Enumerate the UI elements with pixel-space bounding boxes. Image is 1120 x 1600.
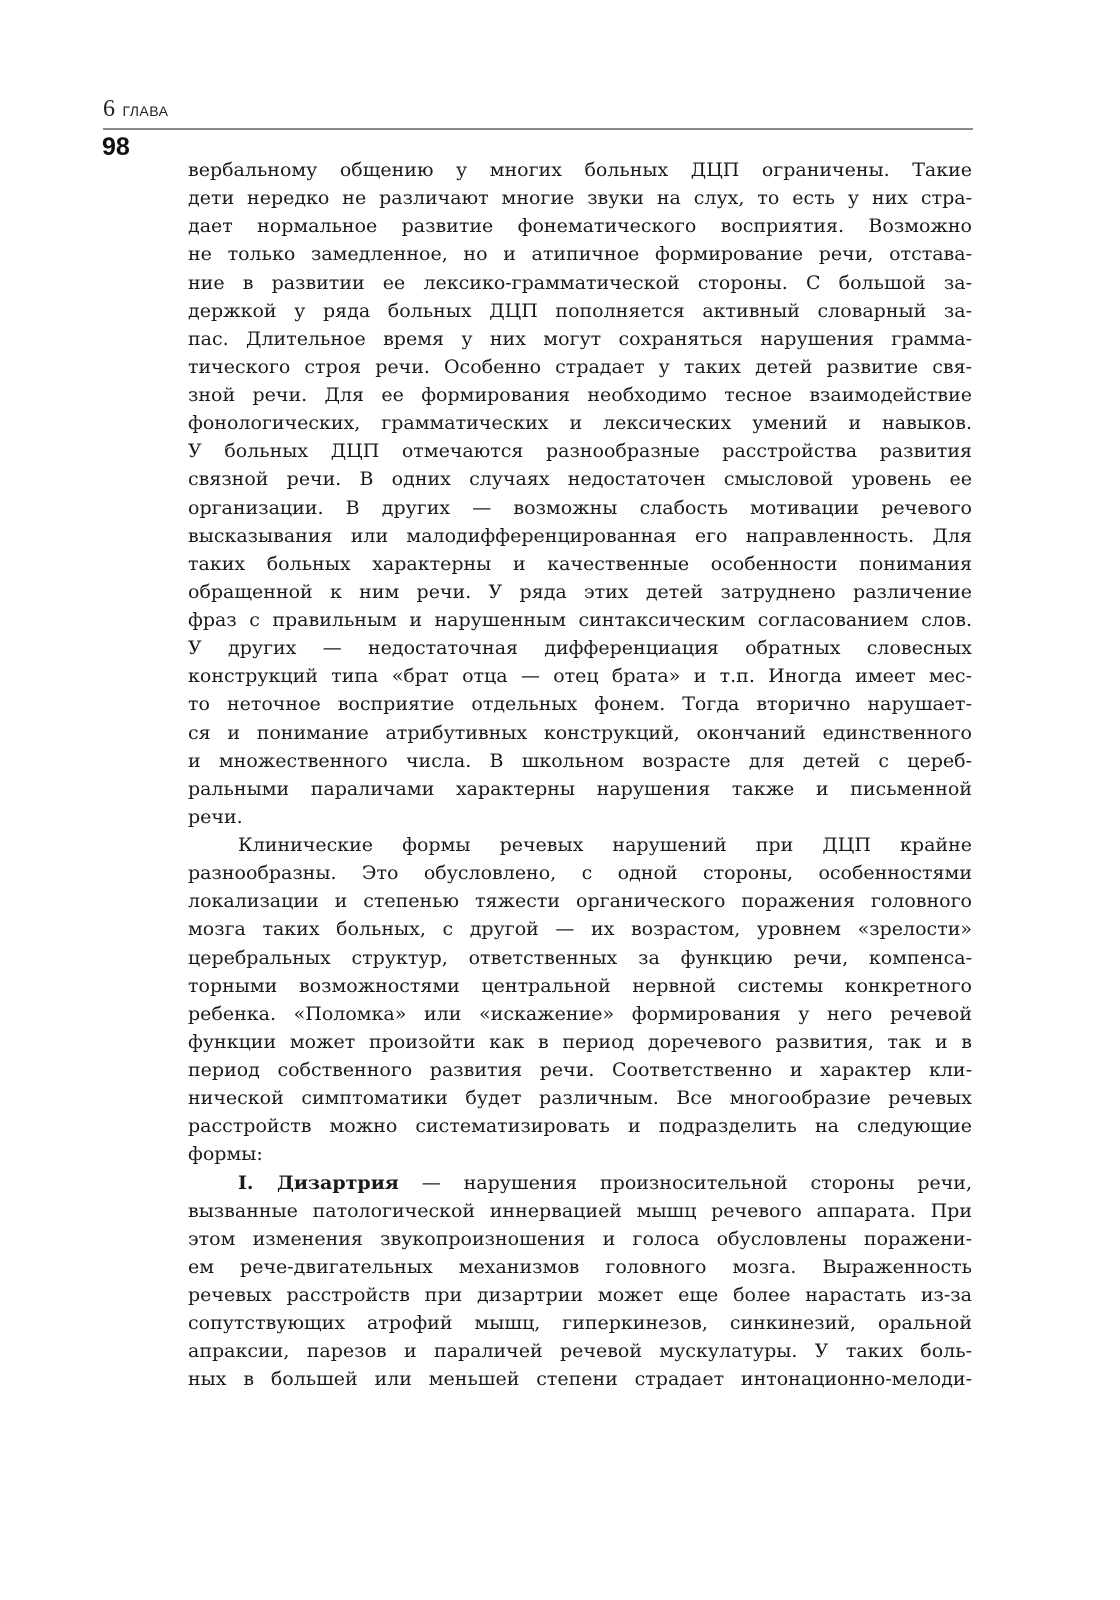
text-line: ральными параличами характерны нарушения также и письменной <box>188 777 972 800</box>
text-line: этом изменения звукопроизношения и голоса обусловлены поражени- <box>188 1227 972 1250</box>
text-line: дает нормальное развитие фонематического восприятия. Возможно <box>188 215 972 238</box>
text-line: то неточное восприятие отдельных фонем. Тогда вторично нарушает- <box>188 693 972 716</box>
text-line: мозга таких больных, с другой — их возрастом, уровнем «зрелости» <box>188 918 972 941</box>
text-line: разнообразны. Это обусловлено, с одной стороны, особенностями <box>188 862 972 885</box>
text-line: конструкций типа «брат отца — отец брата» и т.п. Иногда имеет мес- <box>188 665 972 688</box>
text-line: формы: <box>188 1143 263 1166</box>
text-line: таких больных характерны и качественные особенности понимания <box>188 552 972 575</box>
text-line: апраксии, парезов и параличей речевой мускулатуры. У таких боль- <box>188 1340 972 1363</box>
text-line: держкой у ряда больных ДЦП пополняется активный словарный за- <box>188 299 972 322</box>
chapter-number: 6 <box>103 96 115 122</box>
text-line: Клинические формы речевых нарушений при ДЦП крайне <box>238 834 972 856</box>
text-line: расстройств можно систематизировать и подразделить на следующие <box>188 1115 972 1138</box>
text-line: ся и понимание атрибутивных конструкций, окончаний единственного <box>188 721 972 744</box>
text-line: вербальному общению у многих больных ДЦП ограничены. Такие <box>188 159 972 181</box>
text-line: нической симптоматики будет различным. Все многообразие речевых <box>188 1087 972 1110</box>
text-line: обращенной к ним речи. У ряда этих детей затруднено различение <box>188 580 972 603</box>
text-line: У других — недостаточная дифференциация обратных словесных <box>188 637 972 660</box>
text-line: пас. Длительное время у них могут сохраняться нарушения грамма- <box>188 327 972 350</box>
text-line: У больных ДЦП отмечаются разнообразные расстройства развития <box>188 440 972 463</box>
text-line: ние в развитии ее лексико-грамматической стороны. С большой за- <box>188 271 972 294</box>
text-line: организации. В других — возможны слабость мотивации речевого <box>188 496 972 519</box>
text-line: речевых расстройств при дизартрии может еще более нарастать из-за <box>188 1284 972 1306</box>
text-line: локализации и степенью тяжести органического поражения головного <box>188 890 972 913</box>
text-line: ем рече-двигательных механизмов головного мозга. Выраженность <box>188 1255 972 1278</box>
chapter-label: ГЛАВА <box>122 103 169 119</box>
text-line <box>188 1169 972 1197</box>
term-dysarthria: I. Дизартрия <box>238 1171 399 1194</box>
text-line: вызванные патологической иннервацией мышц речевого аппарата. При <box>188 1199 972 1222</box>
text-line-rest: — нарушения произносительной стороны речи, <box>421 1171 972 1194</box>
text-line: связной речи. В одних случаях недостаточен смысловой уровень ее <box>188 468 972 491</box>
text-line: речи. <box>188 805 243 828</box>
text-line: торными возможностями центральной нервной системы конкретного <box>188 974 972 997</box>
page-number: 98 <box>102 133 130 161</box>
text-line: церебральных структур, ответственных за функцию речи, компенса- <box>188 946 972 969</box>
text-line: ных в большей или меньшей степени страдает интонационно-мелоди- <box>188 1368 972 1391</box>
text-line: высказывания или малодифференцированная его направленность. Для <box>188 524 972 547</box>
text-line: период собственного развития речи. Соответственно и характер кли- <box>188 1059 972 1081</box>
text-line: фраз с правильным и нарушенным синтаксическим согласованием слов. <box>188 609 972 631</box>
running-head <box>103 96 168 123</box>
text-line: не только замедленное, но и атипичное формирование речи, отстава- <box>188 243 972 266</box>
text-line: тического строя речи. Особенно страдает у таких детей развитие свя- <box>188 355 972 378</box>
text-line: дети нередко не различают многие звуки на слух, то есть у них стра- <box>188 187 972 210</box>
text-line: зной речи. Для ее формирования необходимо тесное взаимодействие <box>188 384 972 406</box>
text-line: ребенка. «Поломка» или «искажение» формирования у него речевой <box>188 1002 972 1025</box>
text-line: функции может произойти как в период доречевого развития, так и в <box>188 1030 972 1053</box>
text-line: сопутствующих атрофий мышц, гиперкинезов, синкинезий, оральной <box>188 1312 972 1335</box>
body-text <box>188 156 972 1394</box>
text-line: и множественного числа. В школьном возрасте для детей с цереб- <box>188 749 972 772</box>
text-line: фонологических, грамматических и лексических умений и навыков. <box>188 412 972 435</box>
header-rule <box>103 128 973 130</box>
